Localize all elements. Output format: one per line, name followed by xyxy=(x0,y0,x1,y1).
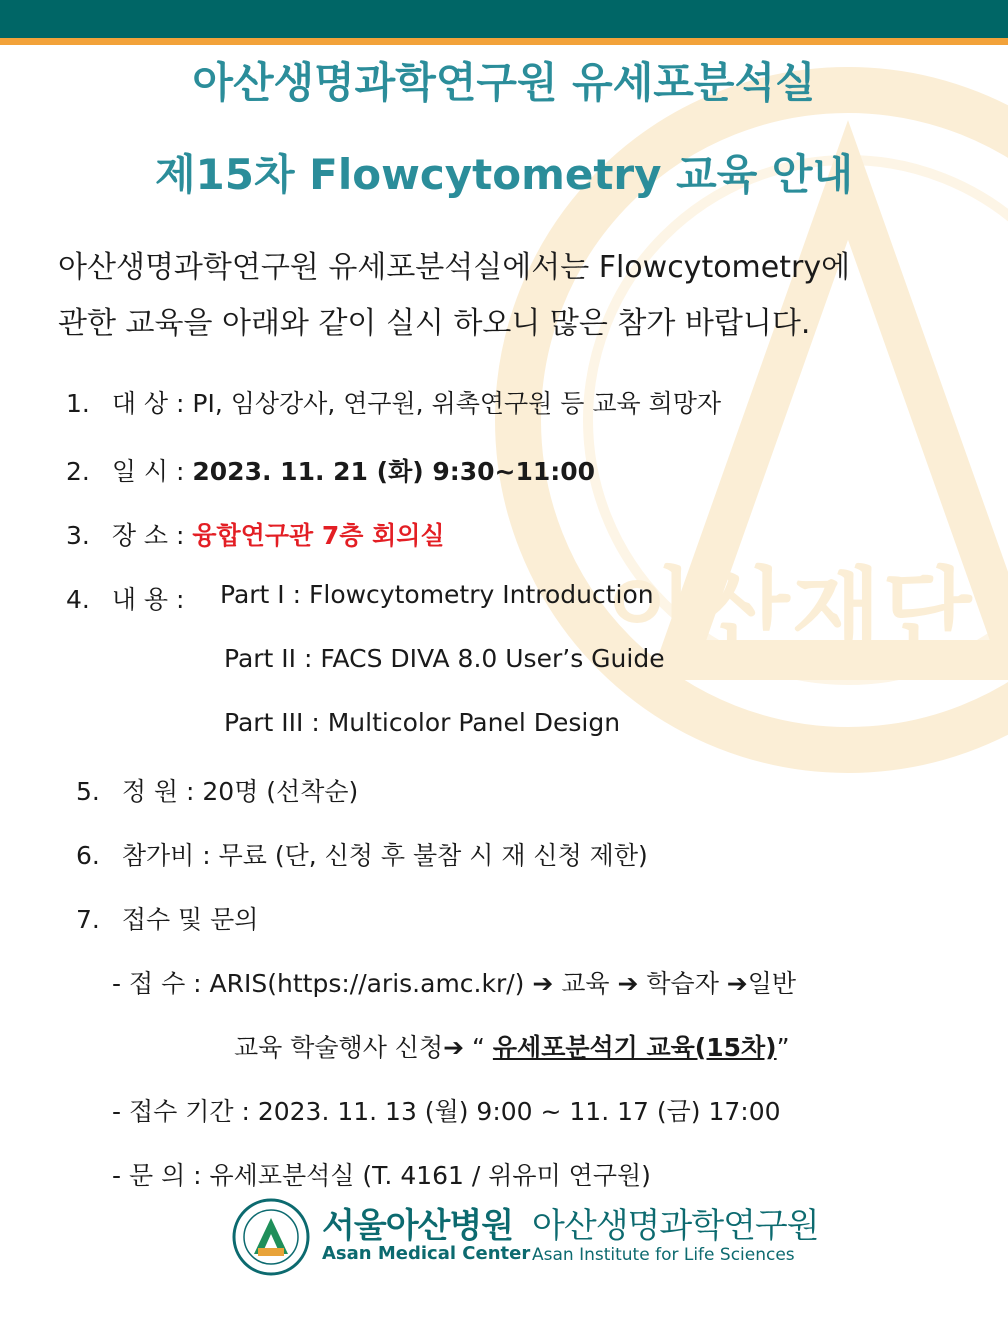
item-fee xyxy=(76,836,648,872)
institute-name-english: Asan Institute for Life Sciences xyxy=(532,1245,795,1265)
item-datetime xyxy=(66,452,595,488)
content-part-3: Part III : Multicolor Panel Design xyxy=(224,708,621,737)
page-subtitle: 제15차 Flowcytometry 교육 안내 xyxy=(154,150,854,199)
item-label: 접수 및 문의 xyxy=(121,905,259,934)
item-label: 일 시 : xyxy=(111,457,193,486)
registration-method: - 접 수 : ARIS(https://aris.amc.kr/) ➔ 교육 ➔ 학습자 ➔일반 xyxy=(112,969,797,998)
item-capacity xyxy=(76,772,358,808)
item-number: 1. xyxy=(66,389,90,418)
intro-line-1: 아산생명과학연구원 유세포분석실에서는 Flowcytometry에 xyxy=(58,250,851,285)
hospital-name-korean: 서울아산병원 xyxy=(322,1206,514,1246)
item-location xyxy=(66,516,445,552)
item-target xyxy=(66,384,721,420)
item-number: 2. xyxy=(66,457,90,486)
item-number: 5. xyxy=(76,777,100,806)
registration-suffix: ” xyxy=(776,1033,790,1062)
item-value: 20명 (선착순) xyxy=(202,777,359,806)
registration-method-cont xyxy=(234,1028,790,1064)
asan-foundation-logo xyxy=(232,1198,310,1276)
contact-info: - 문 의 : 유세포분석실 (T. 4161 / 위유미 연구원) xyxy=(112,1161,651,1190)
content-part-2: Part II : FACS DIVA 8.0 User’s Guide xyxy=(224,644,665,673)
item-label: 내 용 : xyxy=(111,585,185,614)
institute-name-korean: 아산생명과학연구원 xyxy=(532,1206,819,1246)
content-part-1: Part I : Flowcytometry Introduction xyxy=(220,580,654,609)
watermark-text: 아산재단 xyxy=(610,558,974,665)
item-value: 무료 (단, 신청 후 불참 시 재 신청 제한) xyxy=(218,841,648,870)
item-number: 4. xyxy=(66,585,90,614)
top-accent-stripe xyxy=(0,38,1008,45)
item-label: 참가비 : xyxy=(121,841,219,870)
item-label: 장 소 : xyxy=(111,521,193,550)
item-content xyxy=(66,580,184,616)
item-number: 6. xyxy=(76,841,100,870)
item-number: 7. xyxy=(76,905,100,934)
item-label: 대 상 : xyxy=(111,389,193,418)
registration-prefix: 교육 학술행사 신청➔ “ xyxy=(234,1033,493,1062)
registration-period: - 접수 기간 : 2023. 11. 13 (월) 9:00 ~ 11. 17 (금) 17:00 xyxy=(112,1097,781,1126)
page-title: 아산생명과학연구원 유세포분석실 xyxy=(192,58,816,107)
item-number: 3. xyxy=(66,521,90,550)
course-name: 유세포분석기 교육(15차) xyxy=(492,1033,777,1062)
item-value: 융합연구관 7층 회의실 xyxy=(192,521,445,550)
item-label: 정 원 : xyxy=(121,777,203,806)
item-value: 2023. 11. 21 (화) 9:30~11:00 xyxy=(192,457,596,486)
hospital-name-english: Asan Medical Center xyxy=(322,1243,531,1264)
top-bar xyxy=(0,0,1008,38)
intro-line-2: 관한 교육을 아래와 같이 실시 하오니 많은 참가 바랍니다. xyxy=(58,306,811,341)
item-value: PI, 임상강사, 연구원, 위촉연구원 등 교육 희망자 xyxy=(192,389,722,418)
item-registration xyxy=(76,900,258,936)
